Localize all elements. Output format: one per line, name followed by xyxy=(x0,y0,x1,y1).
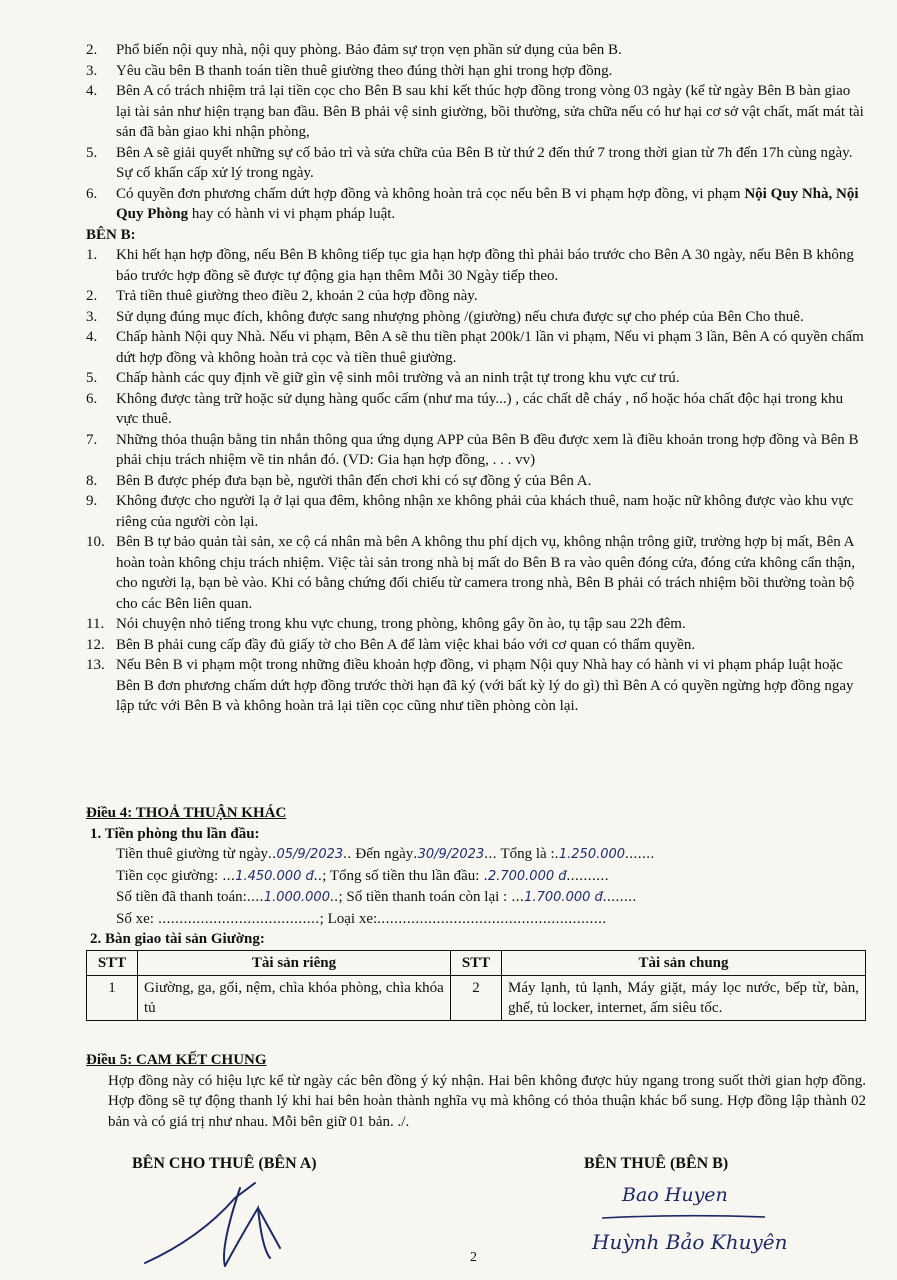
party-b-signature: Bao Huyen xyxy=(622,1184,728,1206)
dieu-4-section xyxy=(86,803,866,1021)
dieu-4-sub1: 1. Tiền phòng thu lần đầu: xyxy=(90,825,260,842)
dieu-5-heading: Điều 5: CAM KẾT CHUNG xyxy=(86,1052,267,1068)
page-number: 2 xyxy=(470,1250,477,1265)
list-item: 10. Bên B tự bảo quản tài sản, xe cộ cá nhân mà bên A không thu phí dịch vụ, không nhận trông giữ, trường hợp bị mất, Bên A hoàn toàn không chịu trách nhiệm. Việc tài sản trong nhà bị mất do Bên B ra vào quên đóng cửa, đóng cửa không cẩn thận, cho người lạ, bạn bè vào. Khi có bằng chứng đối chiếu từ camera trong nhà, Bên B phải có trách nhiệm bồi thường toàn bộ cho các Bên liên quan. xyxy=(86,534,856,612)
party-b-label: BÊN THUÊ (BÊN B) xyxy=(584,1155,729,1172)
asset-table xyxy=(86,950,866,1021)
party-b-name: Huỳnh Bảo Khuyên xyxy=(592,1230,788,1254)
dieu-4-heading: Điều 4: THOẢ THUẬN KHÁC xyxy=(86,805,287,821)
party-a-label: BÊN CHO THUÊ (BÊN A) xyxy=(132,1155,317,1172)
list-item: 13. Nếu Bên B vi phạm một trong những điều khoản hợp đồng, vi phạm Nội quy Nhà hay có hành vi vi phạm pháp luật hoặc Bên B đơn phương chấm dứt hợp đồng trước thời hạn đã ký (với bất kỳ lý do gì) thì Bên A có quyền ngừng hợp đồng ngay lập tức với Bên B và không hoàn trả lại tiền cọc cũng như tiền phòng còn lại. xyxy=(86,657,854,714)
list-item: 2. Trả tiền thuê giường theo điều 2, khoản 2 của hợp đồng này. xyxy=(86,288,478,304)
ben-a-obligations xyxy=(86,40,866,717)
paid-value: 1.000.000 xyxy=(263,890,330,905)
table-row: 1 Giường, ga, gối, nệm, chìa khóa phòng, chìa khóa tủ 2 Máy lạnh, tủ lạnh, Máy giặt, máy lọc nước, bếp từ, bàn, ghế, tủ locker, internet, ấm siêu tốc. xyxy=(87,975,866,1020)
dieu-5-section xyxy=(86,1050,866,1132)
deposit-value: 1.450.000 đ xyxy=(235,868,314,884)
rent-to-value: 30/9/2023 xyxy=(417,847,485,862)
list-item: 6. Có quyền đơn phương chấm dứt hợp đồng và không hoàn trả cọc nếu bên B vi phạm hợp đồng, vi phạm Nội Quy Nhà, Nội Quy Phòng hay có hành vi vi phạm pháp luật. xyxy=(86,185,859,222)
list-item: 6. Không được tàng trữ hoặc sử dụng hàng quốc cấm (như ma túy...) , các chất dễ cháy , nổ hoặc hóa chất độc hại trong khu vực thuê. xyxy=(86,390,844,427)
list-item: 8. Bên B được phép đưa bạn bè, người thân đến chơi khi có sự đồng ý của Bên A. xyxy=(86,472,592,489)
list-item: 5. Chấp hành các quy định về giữ gìn vệ sinh môi trường và an ninh trật tự trong khu vực cư trú. xyxy=(86,370,680,386)
list-item: 5. Bên A sẽ giải quyết những sự cố bảo trì và sửa chữa của Bên B từ thứ 2 đến thứ 7 trong thời gian từ 7h đến 17h cùng ngày. Sự cố khẩn cấp xử lý trong ngày. xyxy=(86,144,853,181)
total-collected-value: 2.700.000 đ xyxy=(487,868,567,884)
table-header-row: STT Tài sản riêng STT Tài sản chung xyxy=(87,950,866,975)
total-value: 1.250.000 xyxy=(558,847,626,862)
list-item: 12. Bên B phải cung cấp đầy đủ giấy tờ cho Bên A để làm việc khai báo với cơ quan có thẩm quyền. xyxy=(86,636,696,653)
list-item: 4. Chấp hành Nội quy Nhà. Nếu vi phạm, Bên A sẽ thu tiền phạt 200k/1 lần vi phạm, Nếu vi phạm 3 lần, Bên A có quyền chấm dứt hợp đồng và không hoàn trả cọc và tiền thuê giường. xyxy=(86,329,864,366)
list-item: 3. Yêu cầu bên B thanh toán tiền thuê giường theo đúng thời hạn ghi trong hợp đồng. xyxy=(86,62,613,79)
signature-underline xyxy=(600,1212,770,1222)
list-item: 3. Sử dụng đúng mục đích, không được sang nhượng phòng /(giường) nếu chưa được sự cho phép của Bên Cho thuê. xyxy=(86,308,804,325)
vehicle-line: Số xe: ......................................; Loại xe:...................................................... xyxy=(116,910,607,927)
rent-from-value: 05/9/2023 xyxy=(276,847,344,862)
party-a-signature xyxy=(140,1178,290,1273)
list-item: 9. Không được cho người lạ ở lại qua đêm, không nhận xe không phải của khách thuê, nam hoặc nữ không được vào khu vực riêng của người còn lại. xyxy=(86,493,854,530)
list-item: 1. Khi hết hạn hợp đồng, nếu Bên B không tiếp tục gia hạn hợp đồng thì phải báo trước cho Bên A 30 ngày, nếu Bên B không báo trước hợp đồng sẽ được tự động gia hạn thêm Mỗi 30 Ngày tiếp theo. xyxy=(86,247,854,284)
list-item: 7. Những thỏa thuận bằng tin nhắn thông qua ứng dụng APP của Bên B đều được xem là điều khoản trong hợp đồng và Bên B phải chịu trách nhiệm về tin nhắn đó. (VD: Gia hạn hợp đồng, . . . vv) xyxy=(86,431,859,468)
rent-period-line: Tiền thuê giường từ ngày..05/9/2023.. Đến ngày.30/9/2023... Tổng là :.1.250.000....... xyxy=(116,846,655,862)
list-item: 2. Phổ biến nội quy nhà, nội quy phòng. Bảo đảm sự trọn vẹn phần sử dụng của bên B. xyxy=(86,42,622,58)
dieu-4-sub2: 2. Bàn giao tài sản Giường: xyxy=(90,931,265,947)
ben-a-list xyxy=(86,40,866,225)
payment-line: Số tiền đã thanh toán:....1.000.000..; Số tiền thanh toán còn lại : ...1.700.000 đ........ xyxy=(116,889,637,905)
list-item: 4. Bên A có trách nhiệm trả lại tiền cọc cho Bên B sau khi kết thúc hợp đồng trong vòng 03 ngày (kể từ ngày Bên B bàn giao lại tài sản như hiện trạng ban đầu. Bên B phải vệ sinh giường, bồi thường, sửa chữa nếu có hư hại cơ sở vật chất, mất mát tài sản đã bàn giao khi nhận phòng, xyxy=(86,83,864,140)
dieu-5-body: Hợp đồng này có hiệu lực kể từ ngày các bên đồng ý ký nhận. Hai bên không được hủy ngang trong suốt thời gian hợp đồng. Hợp đồng sẽ tự động thanh lý khi hai bên hoàn thành nghĩa vụ mà không có thỏa thuận khác bổ sung. Hợp đồng lập thành 02 bản và có giá trị như nhau. Mỗi bên giữ 01 bản. ./. xyxy=(108,1072,866,1130)
list-item: 11. Nói chuyện nhỏ tiếng trong khu vực chung, trong phòng, không gây ồn ào, tụ tập sau 22h đêm. xyxy=(86,616,686,632)
ben-b-list xyxy=(86,245,866,717)
remaining-value: 1.700.000 đ xyxy=(524,890,603,905)
ben-b-heading: BÊN B: xyxy=(86,226,136,243)
deposit-line: Tiền cọc giường: ...1.450.000 đ..; Tổng số tiền thu lần đầu: .2.700.000 đ.......... xyxy=(116,867,609,884)
